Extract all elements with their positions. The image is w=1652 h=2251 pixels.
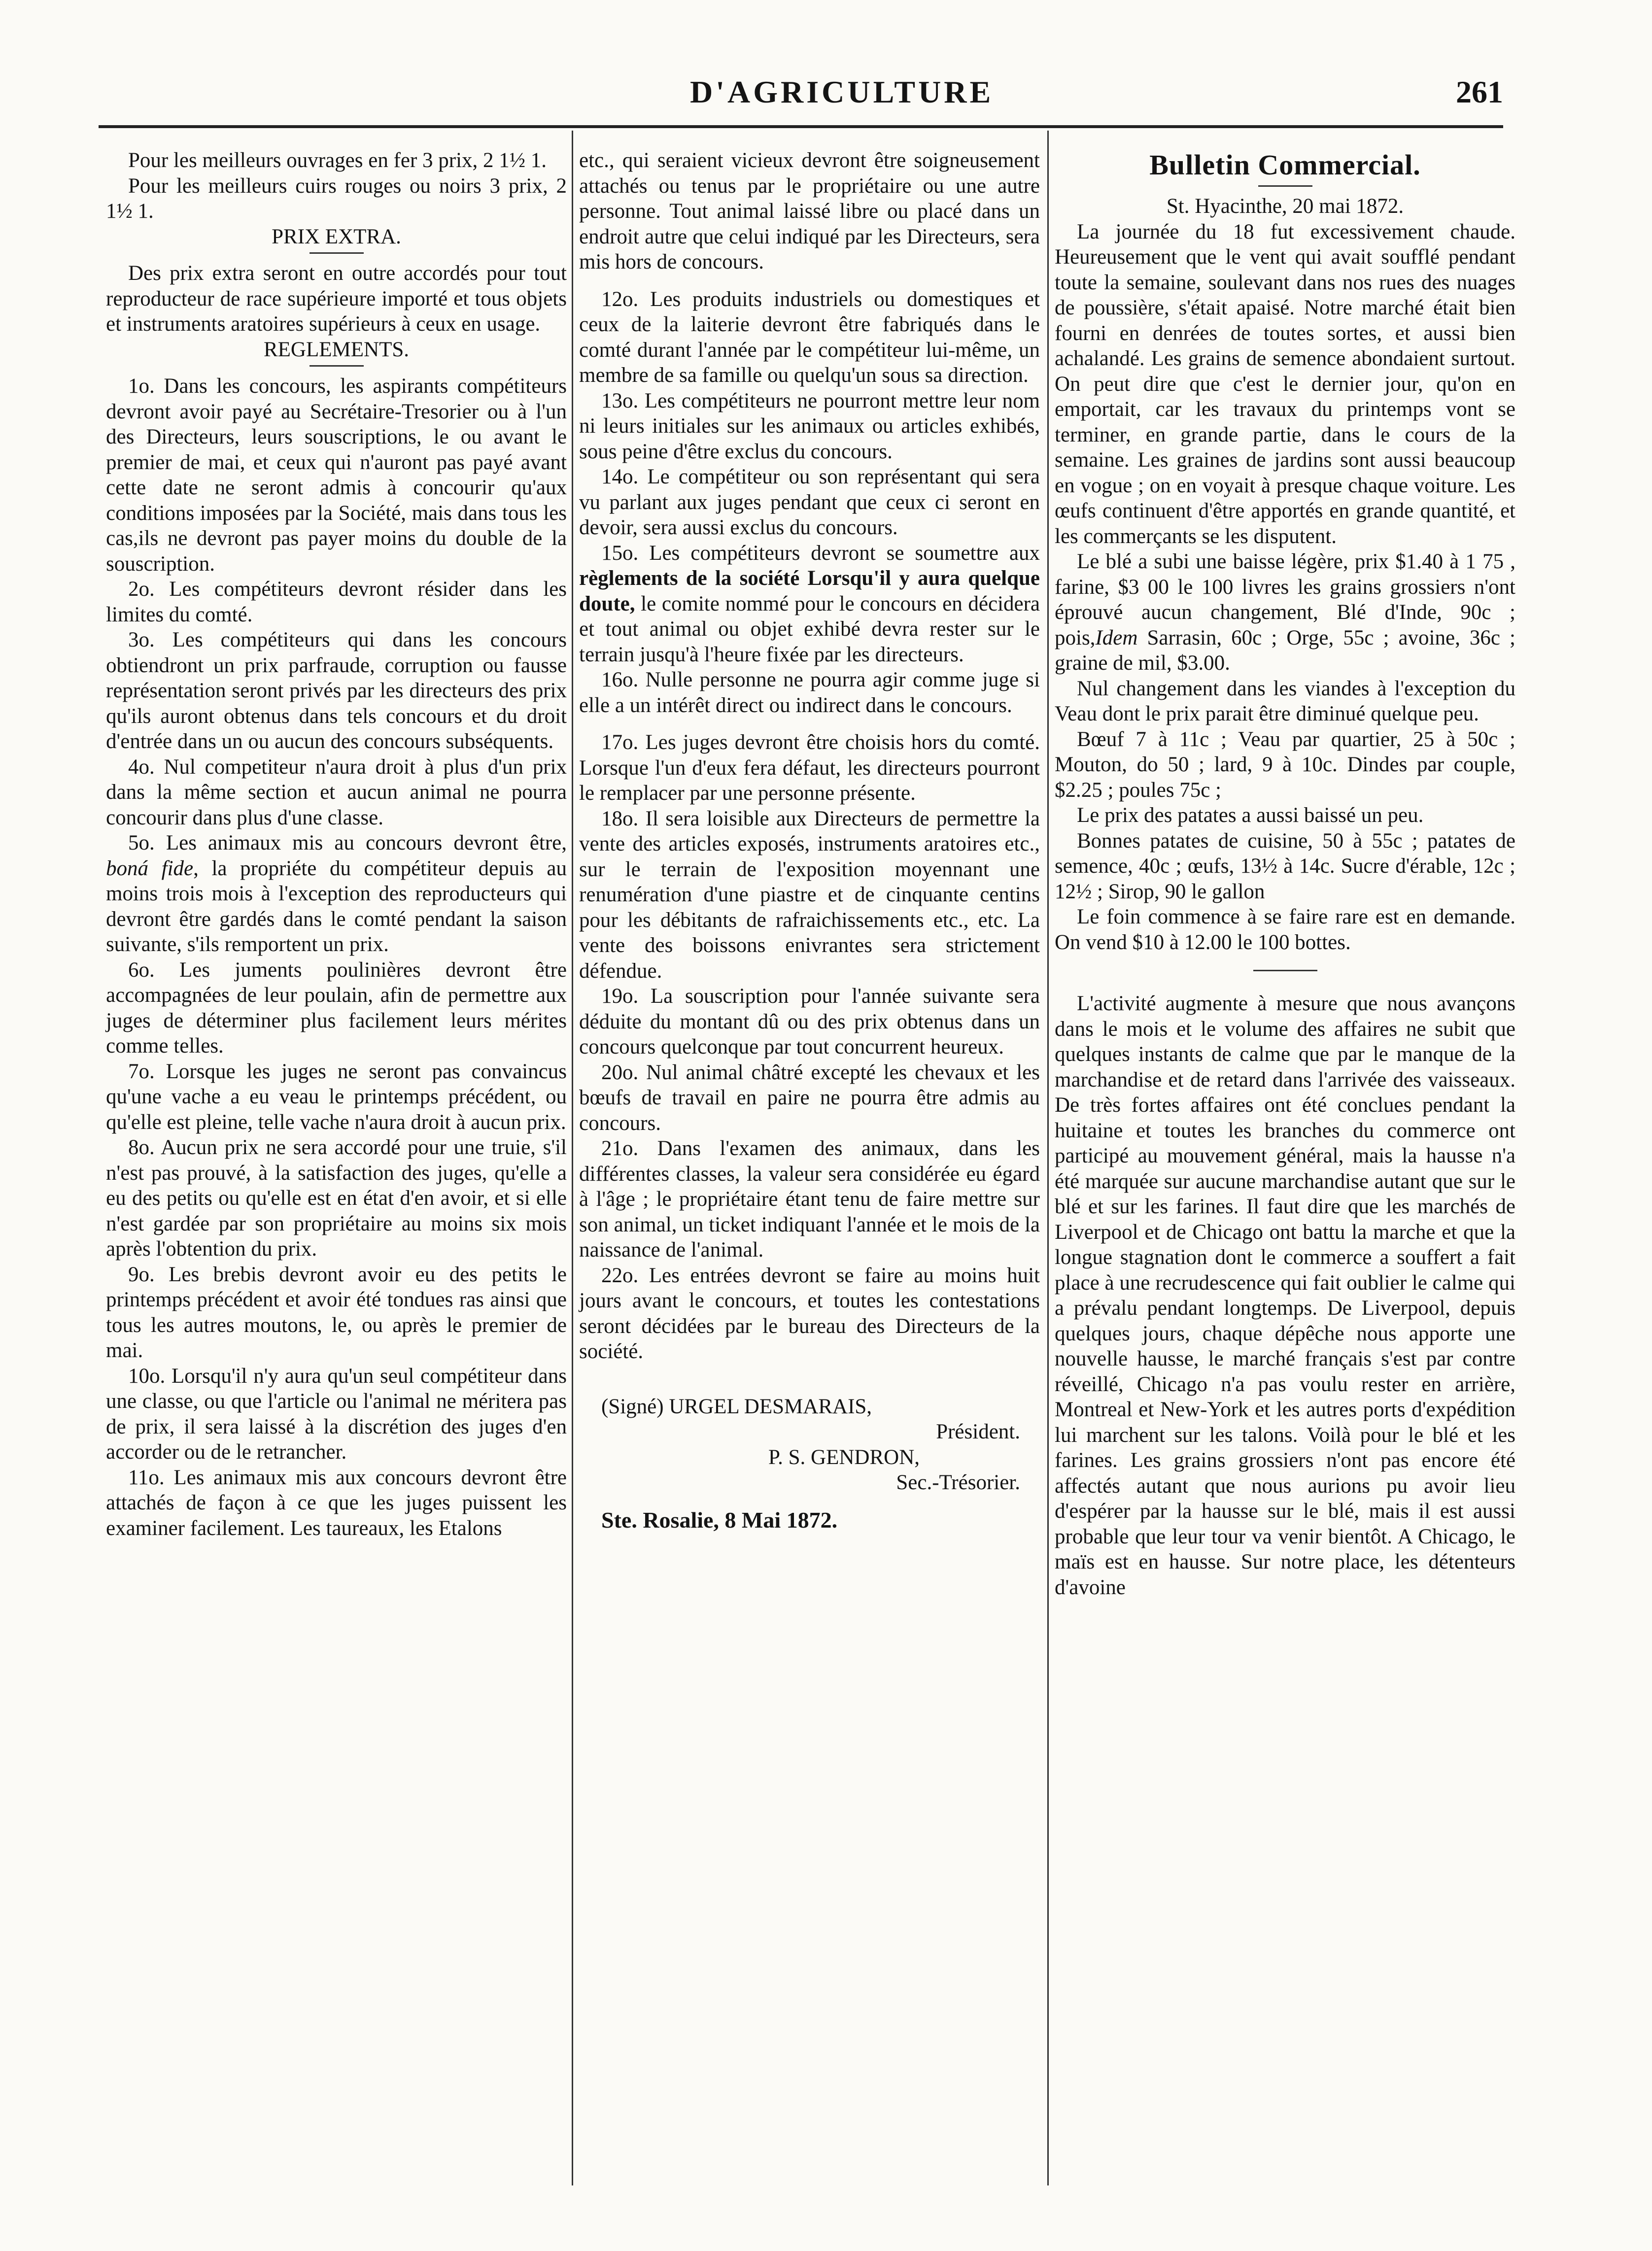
column-right (1055, 148, 1515, 1600)
rule-17: 17o. Les juges devront être choisis hors du comté. Lorsque l'un d'eux fera défaut, les directeurs pourront le remplacer par une personne présente. (579, 731, 1040, 805)
rule-18: 18o. Il sera loisible aux Directeurs de permettre la vente des articles exposés, instruments aratoires etc., sur le terrain de l'exposition moyennant une renumération d'une piastre et de cinquante centins pour les débitants de rafraichissements etc., etc. La vente des boissons enivrantes sera strictement défendue. (579, 807, 1040, 983)
market-paragraph-meat: Nul changement dans les viandes à l'exception du Veau dont le prix parait être diminué quelque peu. (1055, 677, 1515, 725)
rule-11: 11o. Les animaux mis aux concours devront être attachés de façon à ce que les juges puissent les examiner facilement. Les taureaux, les Etalons (106, 1466, 567, 1540)
short-rule (1258, 185, 1312, 187)
rule-4: 4o. Nul competiteur n'aura droit à plus d'un prix dans la même section et aucun animal ne pourra concourir dans plus d'une classe. (106, 755, 567, 829)
rule-5 (106, 830, 567, 957)
market-commentary: L'activité augmente à mesure que nous avançons dans le mois et le volume des affaires ne subit que quelques instants de calme que par le manque de la marchandise et de retard dans l'arrivée des vaisseaux. De très fortes affaires ont été conclues pendant la huitaine et toutes les branches du commerce ont participé au mouvement général, mais la hausse n'a été marquée sur aucune marchandise autant que sur le blé et sur les farines. Il faut dire que les marchés de Liverpool et de Chicago ont battu la marche et que la longue stagnation dont le commerce a souffert a fait place à une recrudescence qui fait oublier le calme qui a prévalu pendant longtemps. De Liverpool, depuis quelques jours, chaque dépêche nous apporte une nouvelle hausse, le marché français s'est par contre réveillé, Chicago n'a pas voulu rester en arrière, Montreal et New-York et les autres ports d'expédition lui marchent sur les talons. Voilà pour le blé et les farines. Les grains grossiers n'ont pas encore été affectés autant que nous aurions pu avoir lieu d'espérer par la hausse sur le blé, mais il est aussi probable que leur tour va venir bientôt. A Chicago, le maïs est en hausse. Sur notre place, les détenteurs d'avoine (1055, 992, 1515, 1599)
column-divider-2 (1047, 131, 1049, 2185)
rule-9: 9o. Les brebis devront avoir eu des petits le printemps précédent et avoir été tondues ras ainsi que tous les autres moutons, le, ou après le premier de mai. (106, 1262, 567, 1362)
rule-19: 19o. La souscription pour l'année suivante sera déduite du montant dû ou des prix obtenus dans un concours quelconque par tout concurrent heureux. (579, 985, 1040, 1058)
spacer (579, 275, 1040, 287)
spacer (579, 718, 1040, 730)
spacer (579, 1496, 1040, 1507)
rule-16: 16o. Nulle personne ne pourra agir comme juge si elle a un intérêt direct ou indirect dans le concours. (579, 668, 1040, 717)
prize-paragraph: Pour les meilleurs cuirs rouges ou noirs 3 prix, 2 1½ 1. (106, 174, 567, 223)
rule-14: 14o. Le compétiteur ou son représentant qui sera vu parlant aux juges pendant que ceux ci seront en devoir, sera aussi exclus du concours. (579, 465, 1040, 539)
section-heading-prix-extra: PRIX EXTRA. (272, 225, 401, 248)
section-rule (1253, 970, 1317, 971)
running-title: D'AGRICULTURE (690, 74, 994, 109)
rule-5-italic: boná fide (106, 856, 194, 880)
column-divider-1 (572, 131, 573, 2185)
extra-prize-paragraph: Des prix extra seront en outre accordés pour tout reproducteur de race supérieure importé et tous objets et instruments aratoires supérieurs à ceux en usage. (106, 262, 567, 336)
grain-text-a: Le blé a subi une baisse légère, prix $1.40 à 1 75 , farine, $3 00 le 100 livres les grains grossiers n'ont éprouvé aucun changement, Blé d'Inde, 90c ; pois, (1055, 550, 1515, 649)
rule-15 (579, 541, 1040, 668)
rule-7: 7o. Lorsque les juges ne seront pas convaincus qu'une vache a eu veau le printemps précédent, ou qu'elle est pleine, telle vache n'aura droit à aucun prix. (106, 1059, 567, 1134)
potato-note: Le prix des patates a aussi baissé un peu. (1077, 804, 1424, 827)
rule-20: 20o. Nul animal châtré excepté les chevaux et les bœufs de travail en paire ne pourra être admis au concours. (579, 1060, 1040, 1135)
column-middle (579, 148, 1040, 1533)
rule-2: 2o. Les compétiteurs devront résider dans les limites du comté. (106, 578, 567, 626)
signature-president-name: (Signé) URGEL DESMARAIS, (601, 1395, 872, 1418)
signature-secretary-role: Sec.-Trésorier. (896, 1471, 1020, 1494)
page-header (99, 69, 1503, 128)
dateline: St. Hyacinthe, 20 mai 1872. (1166, 195, 1404, 218)
hay-note: Le foin commence à se faire rare est en demande. On vend $10 à 12.00 le 100 bottes. (1055, 905, 1515, 954)
signature-president-role: Président. (936, 1420, 1020, 1443)
rule-22: 22o. Les entrées devront se faire au moins huit jours avant le concours, et toutes les contestations seront décidées par le bureau des Directeurs de la société. (579, 1263, 1040, 1363)
rule-11-continued: etc., qui seraient vicieux devront être soigneusement attachés ou tenus par le propriétaire ou une autre personne. Tout animal laissé libre ou placé dans un endroit autre que celui indiqué par les Directeurs, sera mis hors de concours. (579, 149, 1040, 273)
header-rule (99, 125, 1503, 128)
rule-13: 13o. Les compétiteurs ne pourront mettre leur nom ni leurs initiales sur les animaux ou articles exhibés, sous peine d'être exclus du concours. (579, 389, 1040, 463)
meat-prices: Bœuf 7 à 11c ; Veau par quartier, 25 à 50c ; Mouton, do 50 ; lard, 9 à 10c. Dindes par couple, $2.25 ; poules 75c ; (1055, 727, 1515, 802)
rule-3: 3o. Les compétiteurs qui dans les concours obtiendront un prix parfraude, corruption ou fausse représentation seront privés par les directeurs des prix qu'ils auront obtenus dans tels concours et du droit d'entrée dans un ou aucun des concours subséquents. (106, 628, 567, 753)
prize-paragraph: Pour les meilleurs ouvrages en fer 3 prix, 2 1½ 1. (128, 149, 547, 172)
signature-secretary-name: P. S. GENDRON, (768, 1445, 920, 1469)
rule-5-text-b: , la propriéte du compétiteur depuis au moins trois mois à l'exception des reproducteurs qui devront être gardés dans le comté pendant la saison suivante, s'ils remportent un prix. (106, 856, 567, 956)
rule-6: 6o. Les juments poulinières devront être accompagnées de leur poulain, afin de permettre aux juges de déterminer plus facilement leurs mérites comme telles. (106, 958, 567, 1057)
rule-15-text-c: le comite nommé pour le concours en décidera et tout animal ou objet exhibé devra rester sur le terrain jusqu'à l'heure fixée par les directeurs. (579, 592, 1040, 666)
column-left (106, 148, 567, 1541)
rule-12: 12o. Les produits industriels ou domestiques et ceux de la laiterie devront être fabriqués dans le comté durant l'année par le compétiteur lui-même, un membre de sa famille ou quelqu'un sous sa direction. (579, 287, 1040, 387)
potato-prices: Bonnes patates de cuisine, 50 à 55c ; patates de semence, 40c ; œufs, 13½ à 14c. Sucre d'érable, 12c ; 12½ ; Sirop, 90 le gallon (1055, 829, 1515, 903)
rule-8: 8o. Aucun prix ne sera accordé pour une truie, s'il n'est pas prouvé, à la satisfaction des juges, qu'elle a eu des petits ou qu'elle est en état d'en avoir, et si elle n'est gardée par son propriétaire au moins six mois après l'obtention du prix. (106, 1136, 567, 1261)
bulletin-title: Bulletin Commercial. (1149, 149, 1421, 181)
section-heading-reglements: REGLEMENTS. (263, 338, 410, 361)
grain-text-b: Sarrasin, 60c ; Orge, 55c ; avoine, 36c ; graine de mil, $3.00. (1055, 626, 1515, 675)
rule-5-text-a: 5o. Les animaux mis au concours devront être, (128, 831, 567, 854)
rule-1: 1o. Dans les concours, les aspirants compétiteurs devront avoir payé au Secrétaire-Tresorier ou à l'un des Directeurs, leurs souscriptions, le ou avant le premier de mai, et ceux qui n'auront pas payé avant cette date ne seront admis à concourir qu'aux conditions imposées par la Société, mais dans tous les cas,ils ne devront pas payer moins du double de la souscription. (106, 375, 567, 576)
market-paragraph-grain (1055, 549, 1515, 676)
short-rule (310, 365, 364, 367)
market-paragraph-1: La journée du 18 fut excessivement chaude. Heureusement que le vent qui avait soufflé pendant toute la semaine, soulevant dans nos rues des nuages de poussière, s'était apaisé. Notre marché était bien fourni en denrées de toutes sortes, et aussi bien achalandé. Les grains de semence abondaient surtout. On peut dire que c'est le dernier jour, qu'on en emportait, car les travaux du printemps vont se terminer, en grande partie, dans le cours de la semaine. Les graines de jardins sont aussi beaucoup en vogue ; on en voyait à presque chaque voiture. Les œufs continuent d'être apportés en grande quantité, et les commerçants se les disputent. (1055, 220, 1515, 548)
rule-10: 10o. Lorsqu'il n'y aura qu'un seul compétiteur dans une classe, ou que l'article ou l'animal ne méritera pas de prix, il sera laissé à la discrétion des juges d'en accorder ou de le retrancher. (106, 1364, 567, 1464)
rule-21: 21o. Dans l'examen des animaux, dans les différentes classes, la valeur sera considérée eu égard à l'âge ; le propriétaire étant tenu de faire mettre sur son animal, un ticket indiquant l'année et le mois de la naissance de l'animal. (579, 1137, 1040, 1262)
place-and-date: Ste. Rosalie, 8 Mai 1872. (601, 1507, 838, 1533)
rule-15-text-a: 15o. Les compétiteurs devront se soumettre aux (601, 541, 1040, 565)
grain-italic: Idem (1095, 626, 1138, 649)
short-rule (310, 252, 364, 254)
page-number: 261 (1456, 74, 1503, 109)
rule-15-bold: règlements de la société Lorsqu'il y aura quelque doute, (579, 567, 1040, 615)
spacer (579, 1364, 1040, 1394)
